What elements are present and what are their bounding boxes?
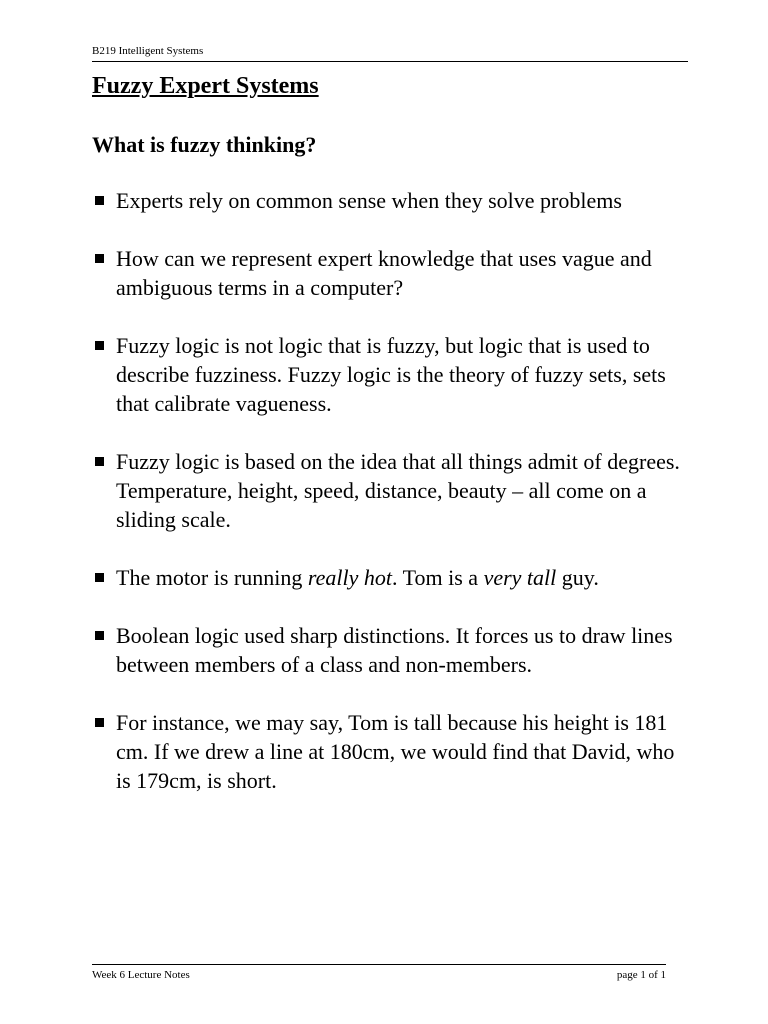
list-item (92, 447, 688, 534)
bullet-text: For instance, we may say, Tom is tall because his height is 181 cm. If we drew a line at 180cm, we would find that David, who is 179cm, is short. (116, 710, 675, 793)
footer-left: Week 6 Lecture Notes (92, 969, 190, 981)
list-item (92, 563, 688, 592)
list-item (92, 621, 688, 679)
bullet-text: Fuzzy logic is not logic that is fuzzy, but logic that is used to describe fuzziness. Fuzzy logic is the theory of fuzzy sets, sets that calibrate vagueness. (116, 333, 666, 416)
square-bullet-icon (95, 254, 104, 263)
bullet-text: How can we represent expert knowledge that uses vague and ambiguous terms in a computer? (116, 246, 652, 300)
square-bullet-icon (95, 718, 104, 727)
bullet-text-part: The motor is running (116, 565, 308, 590)
emphasis-text: very tall (483, 565, 557, 590)
list-item (92, 331, 688, 418)
bullet-text: Fuzzy logic is based on the idea that all things admit of degrees. Temperature, height, speed, distance, beauty – all come on a sliding scale. (116, 449, 680, 532)
page-title: Fuzzy Expert Systems (92, 73, 319, 99)
page-footer (92, 964, 666, 982)
bullet-text (116, 565, 599, 590)
bullet-text: Experts rely on common sense when they solve problems (116, 188, 622, 213)
square-bullet-icon (95, 573, 104, 582)
list-item (92, 708, 688, 795)
emphasis-text: really hot (307, 565, 392, 590)
course-label: B219 Intelligent Systems (92, 45, 204, 57)
bullet-text-part: guy. (556, 565, 599, 590)
square-bullet-icon (95, 631, 104, 640)
bullet-text-part: . Tom is a (392, 565, 484, 590)
list-item (92, 186, 688, 215)
page-number: page 1 of 1 (616, 969, 666, 981)
square-bullet-icon (95, 457, 104, 466)
bullet-text: Boolean logic used sharp distinctions. It forces us to draw lines between members of a class and non-members. (116, 623, 673, 677)
square-bullet-icon (95, 341, 104, 350)
bullet-list (92, 186, 688, 824)
page-header (92, 44, 688, 62)
list-item (92, 244, 688, 302)
square-bullet-icon (95, 196, 104, 205)
section-heading: What is fuzzy thinking? (92, 132, 317, 157)
